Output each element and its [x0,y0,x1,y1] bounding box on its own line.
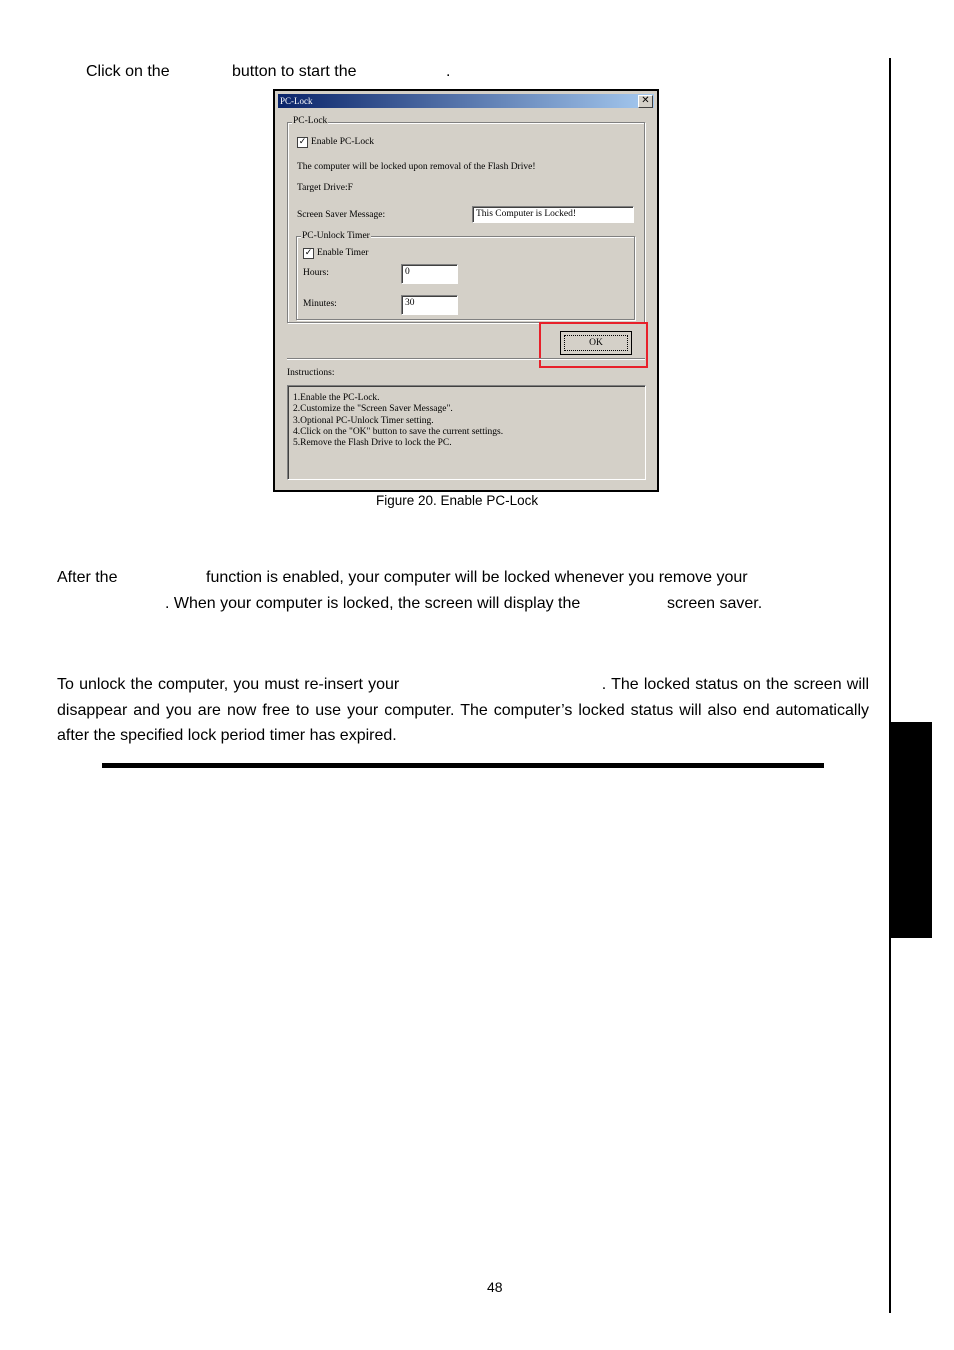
minutes-label: Minutes: [303,299,337,309]
para2-unlock-instructions: To unlock the computer, you must re-insert your . The locked status on the screen will disappear and you are now free to use your computer. The computer’s locked status will also end automatically after the specified lock period timer has expired. [57,676,874,744]
pc-lock-group-legend: PC-Lock [293,116,328,126]
minutes-input[interactable]: 30 [401,295,458,315]
para1-after-the: After the [57,569,118,586]
instruction-line: 2.Customize the "Screen Saver Message". [293,404,453,414]
target-drive: Target Drive:F [297,183,353,193]
hours-label: Hours: [303,268,329,278]
intro-button-to-start: button to start the [232,63,357,80]
dialog-titlebar [278,94,654,108]
figure-caption: Figure 20. Enable PC-Lock [376,493,539,508]
screen-saver-label: Screen Saver Message: [297,210,386,220]
screen-saver-input[interactable]: This Computer is Locked! [472,206,634,223]
instruction-line: 5.Remove the Flash Drive to lock the PC. [293,438,452,448]
dialog-title: PC-Lock [280,96,313,106]
ok-highlight-box [539,322,648,368]
instructions-label: Instructions: [287,368,335,378]
page-number: 48 [487,1279,503,1295]
enable-timer-label: Enable Timer [317,248,369,258]
instruction-line: 3.Optional PC-Unlock Timer setting. [293,416,434,426]
ok-button-label: OK [564,335,628,351]
separator [287,358,645,360]
chapter-side-tab [891,722,932,938]
intro-period: . [446,63,451,80]
pc-unlock-timer-legend: PC-Unlock Timer [302,231,370,241]
para1-screen-saver: screen saver. [667,595,763,612]
locked-notice: The computer will be locked upon removal of the Flash Drive! [297,162,536,172]
para1-when-locked: . When your computer is locked, the screen will display the [165,595,581,612]
enable-timer-checkbox[interactable]: ✓ [304,248,313,258]
hours-input[interactable]: 0 [401,264,458,284]
enable-pclock-checkbox[interactable]: ✓ [298,137,307,147]
para1-function-enabled: function is enabled, your computer will be locked whenever you remove your [206,569,748,586]
instructions-box [287,385,646,480]
enable-pclock-label: Enable PC-Lock [311,137,375,147]
margin-rule [889,58,891,1313]
horizontal-rule [102,763,824,768]
instruction-line: 1.Enable the PC-Lock. [293,393,380,403]
pc-lock-dialog [273,89,659,492]
instruction-line: 4.Click on the "OK" button to save the current settings. [293,427,504,437]
intro-click-on-the: Click on the [86,63,170,80]
close-icon[interactable]: ✕ [638,95,653,108]
